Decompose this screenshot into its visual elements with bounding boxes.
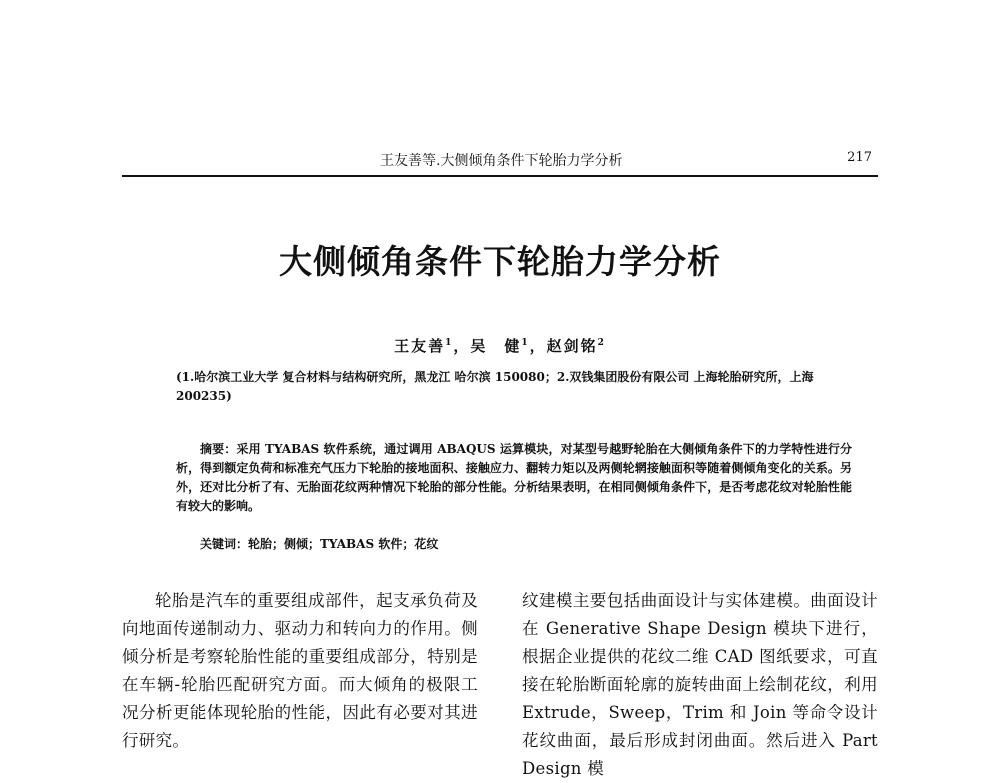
author-separator: ， [529, 337, 547, 355]
running-header [122, 146, 878, 174]
keywords: 关键词：轮胎；侧倾；TYABAS 软件；花纹 [200, 537, 439, 551]
author-list [0, 335, 1000, 356]
author-separator: ， [453, 337, 471, 355]
author-name: 赵剑铭 [546, 337, 598, 355]
body-left-column: 轮胎是汽车的重要组成部件，起支承负荷及向地面传递制动力、驱动力和转向力的作用。侧倾分析是考察轮胎性能的重要组成部分，特别是在车辆-轮胎匹配研究方面。而大倾角的极限工况分析更能体现轮胎的性能，因此有必要对其进行研究。 [122, 591, 478, 750]
body-right-column: 纹建模主要包括曲面设计与实体建模。曲面设计在 Generative Shape Design 模块下进行，根据企业提供的花纹二维 CAD 图纸要求，可直接在轮胎断面轮廓的旋转曲面上绘制花纹，利用 Extrude，Sweep，Trim 和 Join 等命令设计花纹曲面，最后形成封闭曲面。然后进入 Part Design 模 [522, 591, 878, 778]
affiliation: (1.哈尔滨工业大学 复合材料与结构研究所，黑龙江 哈尔滨 150080；2.双钱集团股份有限公司 上海轮胎研究所，上海 200235) [176, 370, 814, 403]
abstract: 摘要：采用 TYABAS 软件系统，通过调用 ABAQUS 运算模块，对某型号越野轮胎在大侧倾角条件下的力学特性进行分析，得到额定负荷和标准充气压力下轮胎的接地面积、接触应力、翻转力矩以及两侧轮辋接触面积等随着侧倾角变化的关系。另外，还对比分析了有、无胎面花纹两种情况下轮胎的部分性能。分析结果表明，在相同侧倾角条件下，是否考虑花纹对轮胎性能有较大的影响。 [176, 442, 852, 513]
paper-title: 大侧倾角条件下轮胎力学分析 [279, 242, 721, 281]
author-affiliation-mark: 1 [445, 338, 454, 348]
header-rule [122, 175, 878, 177]
page-number: 217 [847, 150, 872, 165]
author-affiliation-mark: 1 [521, 338, 530, 348]
author-name: 王友善 [394, 337, 446, 355]
author-affiliation-mark: 2 [597, 338, 606, 348]
running-header-title: 王友善等.大侧倾角条件下轮胎力学分析 [380, 153, 623, 169]
author-name: 吴 健 [470, 337, 522, 355]
